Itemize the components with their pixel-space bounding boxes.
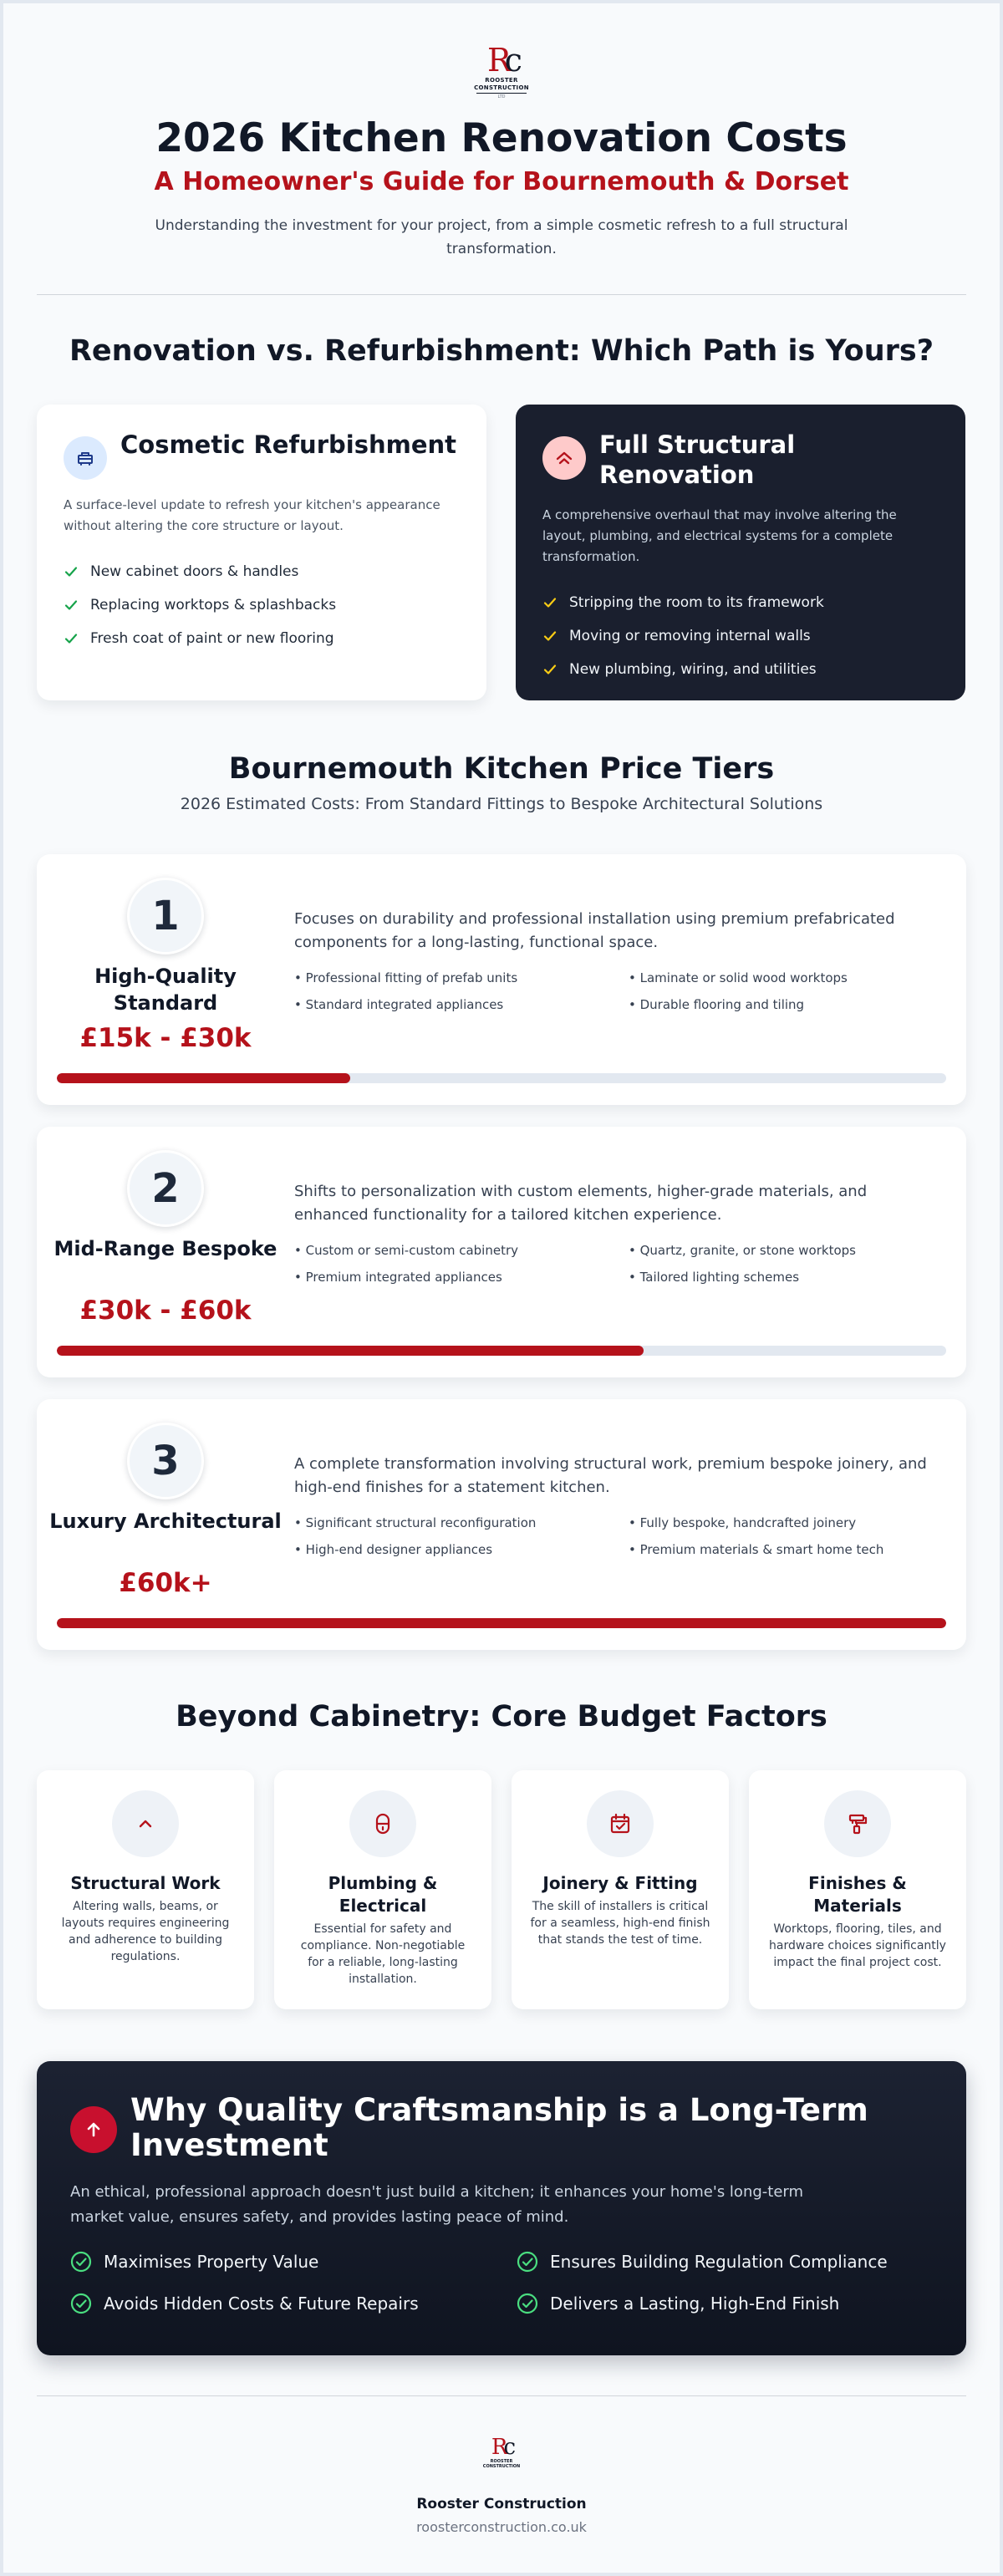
tier-price: £15k - £30k	[79, 1023, 252, 1053]
tier-feature: • Custom or semi-custom cabinetry	[294, 1243, 518, 1258]
intro-text: Understanding the investment for your project, from a simple cosmetic refresh to a full structural transformation.	[155, 217, 848, 257]
benefit-item: Ensures Building Regulation Compliance	[517, 2250, 934, 2273]
factor-card	[749, 1770, 966, 2009]
list-item: Moving or removing internal walls	[542, 626, 939, 646]
quality-benefits	[70, 2250, 939, 2315]
paths-title: Renovation vs. Refurbishment: Which Path is Yours?	[69, 334, 934, 368]
tier-feature: • Durable flooring and tiling	[629, 997, 805, 1012]
tier-name: Mid-Range Bespoke	[53, 1237, 277, 1260]
tier-feature: • Fully bespoke, handcrafted joinery	[629, 1515, 857, 1530]
calendar-check-icon	[587, 1790, 654, 1857]
cosmetic-title: Cosmetic Refurbishment	[120, 430, 457, 459]
tier-desc: Shifts to personalization with custom elements, higher-grade materials, and enhanced functionality for a tailored kitchen experience.	[294, 1183, 868, 1224]
list-item: New cabinet doors & handles	[64, 562, 460, 582]
footer-company: Rooster Construction	[416, 2496, 587, 2512]
cosmetic-card	[37, 405, 486, 700]
factor-card	[512, 1770, 729, 2009]
check-icon	[542, 629, 558, 644]
benefit-item: Maximises Property Value	[70, 2250, 517, 2273]
brand-logo: Rc ROOSTER CONSTRUCTION LTD	[474, 42, 529, 99]
tier-features	[294, 1513, 963, 1560]
factor-desc: Worktops, flooring, tiles, and hardware choices significantly impact the final project cost.	[769, 1922, 946, 1969]
tier-card	[37, 1399, 966, 1650]
factor-card	[37, 1770, 254, 2009]
tier-feature: • Premium integrated appliances	[294, 1270, 502, 1285]
tier-feature: • Tailored lighting schemes	[629, 1270, 800, 1285]
tier-price: £30k - £60k	[79, 1296, 252, 1326]
tier-number: 2	[127, 1150, 204, 1227]
list-item: Stripping the room to its framework	[542, 593, 939, 613]
factors-title: Beyond Cabinetry: Core Budget Factors	[176, 1700, 827, 1733]
list-item: New plumbing, wiring, and utilities	[542, 659, 939, 680]
factor-title: Plumbing & Electrical	[328, 1873, 438, 1916]
tier-feature: • Standard integrated appliances	[294, 997, 504, 1012]
tier-feature: • Laminate or solid wood worktops	[629, 970, 848, 985]
tier-desc: Focuses on durability and professional installation using premium prefabricated components for a long-lasting, functional space.	[294, 910, 895, 951]
cosmetic-desc: A surface-level update to refresh your kitchen's appearance without altering the core structure or layout.	[64, 497, 440, 533]
divider	[37, 2395, 966, 2396]
check-circle-icon	[517, 2251, 538, 2273]
chevron-up-icon	[112, 1790, 179, 1857]
factor-card	[274, 1770, 491, 2009]
factor-title: Finishes & Materials	[808, 1873, 907, 1916]
check-circle-icon	[517, 2293, 538, 2314]
tier-cost-fill	[57, 1618, 946, 1628]
tier-price: £60k+	[119, 1568, 212, 1598]
tiers-subtitle: 2026 Estimated Costs: From Standard Fittings to Bespoke Architectural Solutions	[180, 795, 823, 813]
structural-title: Full Structural Renovation	[599, 430, 796, 489]
structural-list	[542, 593, 939, 680]
roof-icon	[542, 436, 586, 480]
benefit-item: Delivers a Lasting, High-End Finish	[517, 2292, 934, 2315]
check-icon	[542, 595, 558, 610]
check-icon	[542, 662, 558, 677]
footer-website-link[interactable]: roosterconstruction.co.uk	[416, 2519, 587, 2535]
factor-desc: Essential for safety and compliance. Non-negotiable for a reliable, long-lasting installation.	[300, 1922, 466, 1986]
page-title: 2026 Kitchen Renovation Costs	[155, 115, 848, 161]
tier-features	[294, 968, 963, 1015]
tier-feature: • Significant structural reconfiguration	[294, 1515, 537, 1530]
tier-number: 3	[127, 1423, 204, 1499]
factor-title: Joinery & Fitting	[542, 1873, 698, 1893]
footer-logo: Rc ROOSTER CONSTRUCTION	[482, 2435, 521, 2469]
check-icon	[64, 564, 79, 579]
tier-name: Luxury Architectural	[49, 1509, 282, 1533]
paint-roller-icon	[824, 1790, 891, 1857]
factor-title: Structural Work	[70, 1873, 221, 1893]
tier-feature: • High-end designer appliances	[294, 1542, 493, 1557]
tier-card	[37, 1127, 966, 1377]
structural-desc: A comprehensive overhaul that may involve altering the layout, plumbing, and electrical systems for a complete transformation.	[542, 507, 897, 564]
quality-title: Why Quality Craftsmanship is a Long-Term Investment	[130, 2092, 868, 2163]
structural-card	[516, 405, 965, 700]
tier-feature: • Professional fitting of prefab units	[294, 970, 518, 985]
arrow-up-icon	[70, 2106, 117, 2153]
check-circle-icon	[70, 2293, 92, 2314]
list-item: Replacing worktops & splashbacks	[64, 595, 460, 615]
tier-number: 1	[127, 878, 204, 955]
quality-desc: An ethical, professional approach doesn't just build a kitchen; it enhances your home's long-term market value, ensures safety, and provides lasting peace of mind.	[70, 2183, 804, 2226]
tier-cost-bar	[57, 1618, 946, 1628]
check-circle-icon	[70, 2251, 92, 2273]
tiers-title: Bournemouth Kitchen Price Tiers	[228, 752, 775, 786]
tier-card	[37, 854, 966, 1105]
tier-name: High-Quality Standard	[94, 965, 237, 1015]
tier-desc: A complete transformation involving structural work, premium bespoke joinery, and high-end finishes for a statement kitchen.	[294, 1455, 927, 1496]
tier-cost-fill	[57, 1073, 350, 1083]
cabinet-icon	[64, 436, 107, 480]
tier-cost-bar	[57, 1346, 946, 1356]
divider	[37, 294, 966, 295]
plug-icon	[349, 1790, 416, 1857]
check-icon	[64, 598, 79, 613]
tier-cost-fill	[57, 1346, 644, 1356]
tier-cost-bar	[57, 1073, 946, 1083]
tier-features	[294, 1240, 963, 1287]
tier-feature: • Quartz, granite, or stone worktops	[629, 1243, 856, 1258]
cosmetic-list	[64, 562, 460, 649]
factor-desc: Altering walls, beams, or layouts requires engineering and adherence to building regulations.	[61, 1900, 230, 1963]
tier-feature: • Premium materials & smart home tech	[629, 1542, 884, 1557]
factor-desc: The skill of installers is critical for a seamless, high-end finish that stands the test of time.	[530, 1900, 710, 1947]
check-icon	[64, 631, 79, 646]
quality-panel	[37, 2061, 966, 2355]
page-subtitle: A Homeowner's Guide for Bournemouth & Dorset	[154, 167, 849, 196]
benefit-item: Avoids Hidden Costs & Future Repairs	[70, 2292, 517, 2315]
list-item: Fresh coat of paint or new flooring	[64, 629, 460, 649]
